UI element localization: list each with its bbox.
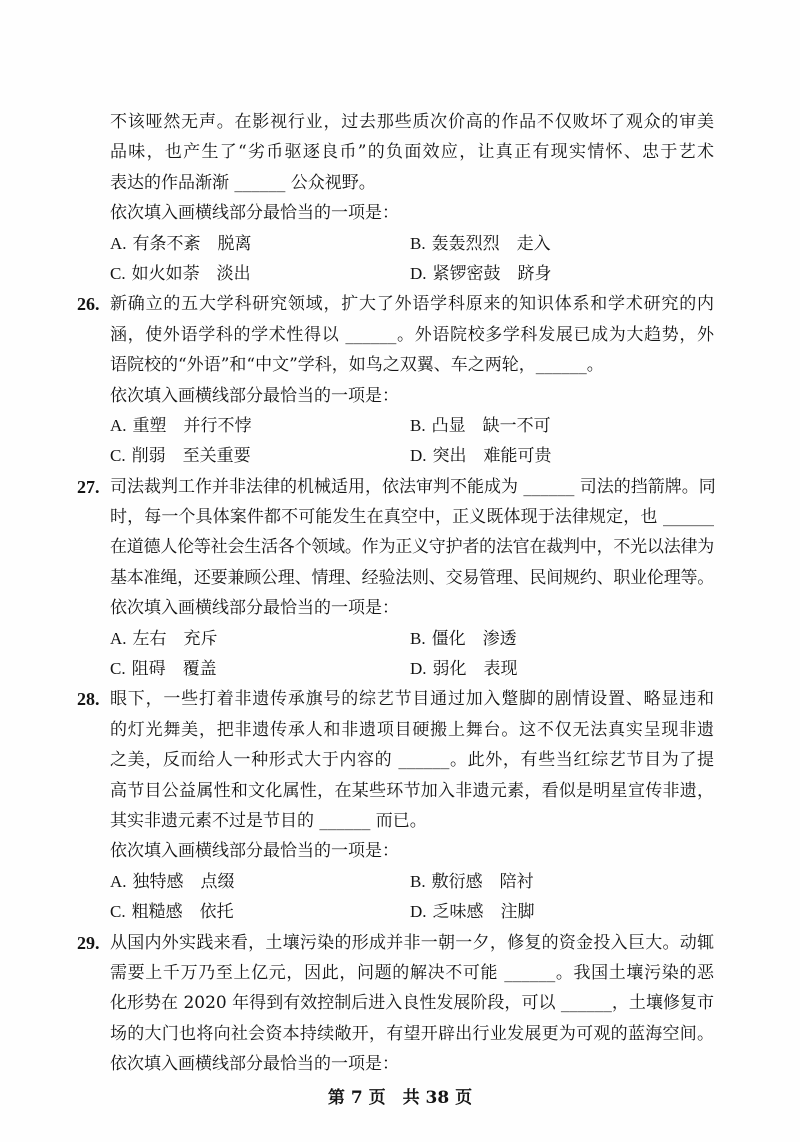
option-text: 粗糙感 依托 bbox=[131, 902, 234, 923]
option-letter: D. bbox=[410, 263, 427, 283]
option-text: 如火如荼 淡出 bbox=[131, 263, 251, 284]
option-letter: A. bbox=[110, 871, 127, 891]
option-b bbox=[410, 867, 710, 897]
question-line: 表达的作品渐渐 ______ 公众视野。 bbox=[110, 172, 376, 193]
question-25-continuation bbox=[110, 107, 714, 289]
question-line bbox=[77, 928, 714, 958]
option-c bbox=[110, 441, 410, 471]
option-d bbox=[410, 259, 710, 289]
option-c bbox=[110, 897, 410, 927]
question-line: 基本准绳，还要兼顾公理、情理、经验法则、交易管理、民间规约、职业伦理等。 bbox=[110, 567, 714, 588]
option-letter: B. bbox=[410, 871, 426, 891]
option-text: 凸显 缺一不可 bbox=[431, 415, 551, 436]
option-b bbox=[410, 411, 710, 441]
option-letter: C. bbox=[110, 446, 126, 466]
question-line: 其实非遗元素不过是节目的 ______ 而已。 bbox=[110, 810, 427, 831]
option-text: 有条不紊 脱离 bbox=[132, 233, 252, 254]
option-row bbox=[110, 624, 714, 654]
option-a bbox=[110, 229, 410, 259]
option-letter: C. bbox=[110, 263, 126, 283]
question-line bbox=[77, 472, 716, 502]
question-prompt: 依次填入画横线部分最恰当的一项是： bbox=[110, 598, 399, 619]
option-text: 突出 难能可贵 bbox=[432, 446, 552, 467]
option-text: 轰轰烈烈 走入 bbox=[431, 233, 551, 254]
option-text: 乏味感 注脚 bbox=[432, 902, 535, 923]
option-row bbox=[110, 867, 714, 897]
page-footer: 第 7 页 共 38 页 bbox=[327, 1088, 473, 1108]
option-text: 重塑 并行不悖 bbox=[132, 415, 252, 436]
option-text: 弱化 表现 bbox=[432, 659, 518, 680]
option-letter: A. bbox=[110, 415, 127, 435]
question-line: 在道德人伦等社会生活各个领域。作为正义守护者的法官在裁判中，不光以法律为 bbox=[110, 537, 714, 558]
question-line: 的灯光舞美，把非遗传承人和非遗项目硬搬上舞台。这不仅无法真实呈现非遗 bbox=[110, 719, 714, 740]
question-line: 化形势在 2020 年得到有效控制后进入良性发展阶段，可以 ______，土壤修复市 bbox=[110, 993, 714, 1014]
question-line: 不该哑然无声。在影视行业，过去那些质次价高的作品不仅败坏了观众的审美 bbox=[110, 112, 714, 132]
option-text: 左右 充斥 bbox=[132, 628, 218, 649]
question-prompt: 依次填入画横线部分最恰当的一项是： bbox=[110, 203, 399, 224]
option-c bbox=[110, 654, 410, 684]
option-row bbox=[110, 441, 714, 471]
question-number: 29. bbox=[77, 932, 100, 953]
option-text: 阻碍 覆盖 bbox=[131, 659, 217, 680]
option-row bbox=[110, 897, 714, 927]
question-line: 涵，使外语学科的学术性得以 ______。外语院校多学科发展已成为大趋势，外 bbox=[110, 324, 714, 345]
option-letter: C. bbox=[110, 659, 126, 679]
option-letter: B. bbox=[410, 628, 426, 648]
question-line-text: 司法裁判工作并非法律的机械适用，依法审判不能成为 ______ 司法的挡箭牌。同 bbox=[110, 476, 716, 497]
question-number: 26. bbox=[77, 294, 100, 315]
question-line: 时，每一个具体案件都不可能发生在真空中，正义既体现于法律规定，也 ______ bbox=[110, 507, 714, 528]
option-text: 敷衍感 陪衬 bbox=[431, 871, 534, 892]
option-letter: D. bbox=[410, 659, 427, 679]
option-b bbox=[410, 624, 710, 654]
question-line-text: 从国内外实践来看，土壤污染的形成并非一朝一夕，修复的资金投入巨大。动辄 bbox=[110, 932, 714, 953]
question-line: 之美，反而给人一种形式大于内容的 ______。此外，有些当红综艺节目为了提 bbox=[110, 750, 714, 771]
option-text: 僵化 渗透 bbox=[431, 628, 517, 649]
question-line-text: 新确立的五大学科研究领域，扩大了外语学科原来的知识体系和学术研究的内 bbox=[110, 294, 714, 315]
option-row bbox=[110, 411, 714, 441]
question-line-text: 眼下，一些打着非遗传承旗号的综艺节目通过加入蹩脚的剧情设置、略显违和 bbox=[110, 689, 714, 710]
option-text: 独特感 点缀 bbox=[132, 871, 235, 892]
option-row bbox=[110, 259, 714, 289]
question-line: 高节目公益属性和文化属性，在某些环节加入非遗元素，看似是明星宣传非遗， bbox=[110, 780, 714, 801]
option-a bbox=[110, 411, 410, 441]
option-letter: A. bbox=[110, 628, 127, 648]
question-27 bbox=[77, 472, 716, 685]
question-line: 品味，也产生了“劣币驱逐良币”的负面效应，让真正有现实情怀、忠于艺术 bbox=[110, 142, 714, 163]
question-28 bbox=[77, 684, 714, 927]
question-line: 场的大门也将向社会资本持续敞开，有望开辟出行业发展更为可观的蓝海空间。 bbox=[110, 1023, 714, 1044]
option-c bbox=[110, 259, 410, 289]
option-d bbox=[410, 654, 710, 684]
option-letter: D. bbox=[410, 902, 427, 922]
option-letter: B. bbox=[410, 415, 426, 435]
option-letter: D. bbox=[410, 446, 427, 466]
question-prompt: 依次填入画横线部分最恰当的一项是： bbox=[110, 841, 399, 862]
option-a bbox=[110, 624, 410, 654]
question-29 bbox=[77, 928, 714, 1080]
option-row bbox=[110, 654, 714, 684]
option-row bbox=[110, 229, 714, 259]
question-line: 需要上千万乃至上亿元，因此，问题的解决不可能 ______。我国土壤污染的恶 bbox=[110, 962, 714, 983]
question-prompt: 依次填入画横线部分最恰当的一项是： bbox=[110, 385, 399, 406]
question-26 bbox=[77, 289, 714, 471]
option-letter: A. bbox=[110, 233, 127, 253]
option-letter: B. bbox=[410, 233, 426, 253]
option-text: 紧锣密鼓 跻身 bbox=[432, 263, 552, 284]
option-letter: C. bbox=[110, 902, 126, 922]
page-content bbox=[77, 107, 716, 1080]
option-d bbox=[410, 441, 710, 471]
question-prompt: 依次填入画横线部分最恰当的一项是： bbox=[110, 1054, 399, 1075]
option-d bbox=[410, 897, 710, 927]
question-line: 语院校的“外语”和“中文”学科，如鸟之双翼、车之两轮，______。 bbox=[110, 355, 604, 376]
option-a bbox=[110, 867, 410, 897]
option-text: 削弱 至关重要 bbox=[131, 446, 251, 467]
question-number: 28. bbox=[77, 689, 100, 710]
question-line bbox=[77, 684, 714, 714]
question-line bbox=[77, 289, 714, 319]
option-b bbox=[410, 229, 710, 259]
question-number: 27. bbox=[77, 476, 100, 497]
